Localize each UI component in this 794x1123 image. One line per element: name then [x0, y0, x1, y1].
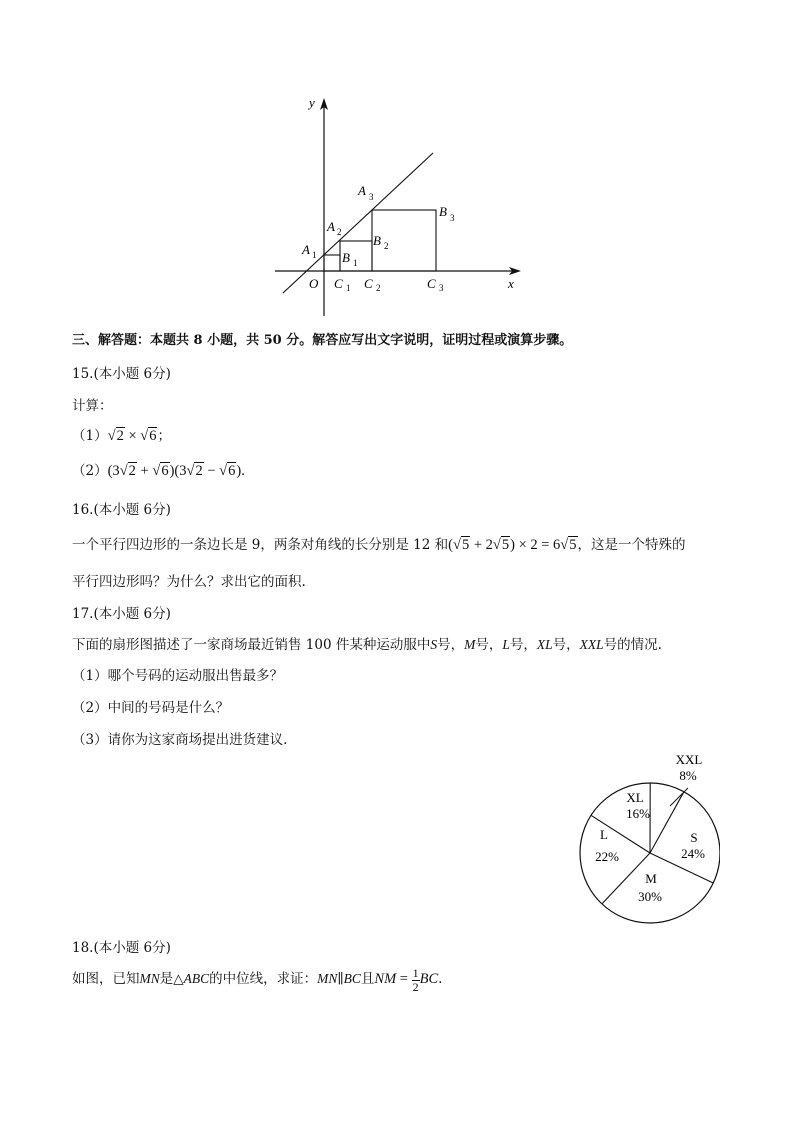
- label-c1-sub: 1: [346, 283, 351, 293]
- pie-label-m: M: [645, 871, 657, 886]
- pie-label-l-pct: 22%: [595, 849, 619, 864]
- q16-line1: 一个平行四边形的一条边长是 9，两条对角线的长分别是 12 和(√5 + 2√5) × 2 = 6√5，这是一个特殊的: [72, 537, 686, 553]
- q15-part2-label: （2）: [72, 463, 108, 479]
- label-a3-sub: 3: [369, 192, 374, 202]
- q17-question-3: （3）请你为这家商场提出进货建议.: [72, 732, 288, 748]
- q17-line1: 下面的扇形图描述了一家商场最近销售 100 件某种运动服中S号，M号，L号，XL号，XXL号的情况.: [72, 637, 662, 653]
- x-axis-label: x: [508, 276, 514, 291]
- label-c3: C: [427, 276, 436, 291]
- label-a2-sub: 2: [337, 227, 342, 237]
- q17-question-2: （2）中间的号码是什么？: [72, 700, 230, 716]
- label-c1: C: [334, 276, 343, 291]
- q15-prompt: 计算：: [72, 398, 113, 414]
- label-b3-sub: 3: [450, 213, 455, 223]
- label-b3: B: [439, 204, 447, 219]
- q15-part1: （1）√2 × √6；: [72, 428, 171, 444]
- q16-expr: (√5 + 2√5) × 2 = 6√5: [448, 537, 577, 553]
- q18-line: 如图，已知MN是△ABC的中位线，求证：MN∥BC且NM = $\frac{1}{2}$ BC.: [72, 965, 443, 994]
- q18-expr: NM = $\frac{1}{2}$ BC: [374, 965, 439, 994]
- label-b1-sub: 1: [353, 258, 358, 268]
- pie-label-xxl-pct: 8%: [679, 768, 697, 783]
- pie-label-s: S: [690, 830, 698, 845]
- q18-header: 18.(本小题 6分): [72, 940, 171, 956]
- q15-part1-label: （1）: [72, 428, 108, 444]
- pie-label-xl: XL: [626, 790, 644, 805]
- label-c2-sub: 2: [376, 283, 381, 293]
- label-a2: A: [327, 219, 335, 234]
- label-a1-sub: 1: [312, 250, 317, 260]
- label-c2: C: [364, 276, 373, 291]
- diagonal-line: [283, 153, 433, 293]
- label-a3: A: [358, 183, 366, 198]
- square-3: [372, 210, 436, 271]
- origin-label: O: [309, 276, 319, 291]
- label-a1: A: [302, 242, 310, 257]
- y-axis-label: y: [309, 95, 315, 110]
- xxl-pointer-line: [670, 788, 688, 806]
- q16-line2: 平行四边形吗？为什么？求出它的面积.: [72, 574, 306, 590]
- label-c3-sub: 3: [439, 283, 444, 293]
- pie-label-s-pct: 24%: [681, 846, 705, 861]
- label-b1: B: [342, 250, 350, 265]
- q15-part2-expr: (3√2 + √6)(3√2 − √6).: [107, 463, 245, 479]
- pie-label-xl-pct: 16%: [626, 806, 650, 821]
- q17-question-1: （1）哪个号码的运动服出售最多？: [72, 668, 284, 684]
- pie-label-xxl: XXL: [675, 752, 703, 767]
- q15-part1-expr: √2 × √6: [107, 428, 157, 444]
- label-b2-sub: 2: [384, 241, 389, 251]
- coordinate-figure: [270, 90, 530, 320]
- pie-chart: [570, 745, 720, 930]
- label-b2: B: [373, 233, 381, 248]
- q15-part2: [72, 459, 245, 480]
- section-3-title: 三、解答题：本题共 8 小题，共 50 分。解答应写出文字说明，证明过程或演算步骤。: [72, 333, 573, 348]
- q17-header: 17.(本小题 6分): [72, 606, 171, 622]
- q16-header: 16.(本小题 6分): [72, 502, 171, 518]
- pie-label-l: L: [600, 827, 608, 842]
- pie-divider-s: [650, 792, 684, 853]
- pie-label-m-pct: 30%: [638, 889, 662, 904]
- square-1: [324, 255, 340, 271]
- q15-header: 15.(本小题 6分): [72, 366, 171, 382]
